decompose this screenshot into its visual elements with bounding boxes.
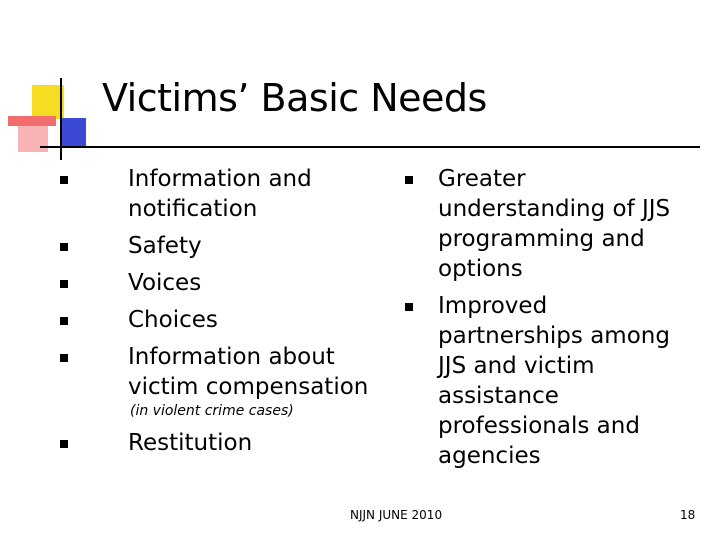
slide-logo [0,0,100,165]
list-item-text: Greater [438,166,526,192]
list-item [60,231,390,261]
list-item-text: assistance [438,383,559,409]
bullet-icon [60,440,68,448]
list-item [60,305,390,335]
page-number: 18 [680,508,696,522]
logo-red-square [18,126,48,152]
list-item-text: agencies [438,443,541,469]
list-item [405,164,705,284]
list-item-text: Voices [128,270,202,296]
bullet-icon [60,354,68,362]
sub-note: (in violent crime cases) [130,403,294,419]
list-item-text: notification [128,196,258,222]
footer-text: NJJN JUNE 2010 [350,508,443,522]
right-bullet-list [405,164,705,471]
list-item-text: victim compensation [128,374,369,400]
list-item-text: Improved [438,293,548,319]
list-item [60,268,390,298]
bullet-icon [405,176,413,184]
list-item [405,291,705,471]
list-item [60,342,390,402]
logo-yellow-square [32,85,64,119]
bullet-icon [60,317,68,325]
logo-red-bar [8,116,56,126]
list-item-text: options [438,256,523,282]
slide-title: Victims’ Basic Needs [102,76,487,120]
list-item-text: Safety [128,233,202,259]
bullet-icon [60,243,68,251]
list-item-text: Restitution [128,430,253,456]
logo-blue-square [60,118,86,146]
bullet-icon [60,176,68,184]
title-underline [40,146,700,148]
list-item-text: Information and [128,166,312,192]
list-item-text: professionals and [438,413,640,439]
list-item-text: Choices [128,307,218,333]
left-bullet-list-last [60,428,390,458]
list-item-text: JJS and victim [438,353,595,379]
list-item-text: Information about [128,344,335,370]
list-item [60,428,390,458]
left-bullet-list [60,164,390,402]
list-item-text: understanding of JJS [438,196,671,222]
bullet-icon [405,303,413,311]
list-item-text: programming and [438,226,645,252]
list-item-text: partnerships among [438,323,670,349]
list-item [60,164,390,224]
bullet-icon [60,280,68,288]
